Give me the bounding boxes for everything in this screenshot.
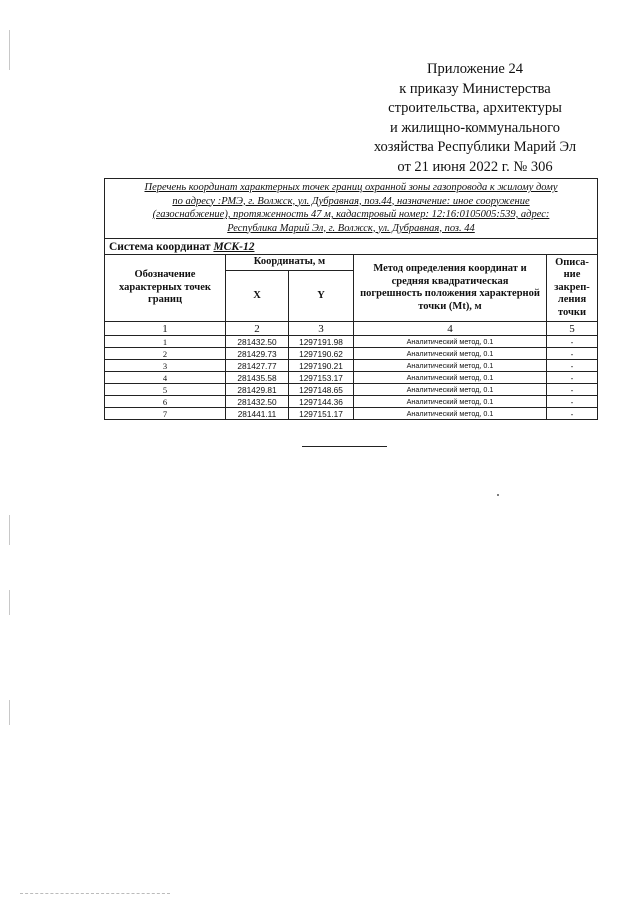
point-number: 6 [105, 396, 226, 408]
description-cell: - [547, 384, 598, 396]
coord-y: 1297191.98 [289, 336, 354, 348]
method-cell: Аналитический метод, 0.1 [354, 348, 547, 360]
table-title-line: по адресу :РМЭ, г. Волжск, ул. Дубравная, поз.44, назначение: иное сооружение [172, 195, 530, 207]
table-row [105, 408, 598, 420]
method-cell: Аналитический метод, 0.1 [354, 384, 547, 396]
header-line: к приказу Министерства [399, 80, 551, 97]
coord-x: 281427.77 [226, 360, 289, 372]
coord-x: 281435.58 [226, 372, 289, 384]
scan-dot [497, 494, 499, 496]
coord-x: 281432.50 [226, 336, 289, 348]
header-line: строительства, архитектуры [388, 100, 562, 116]
coord-x: 281432.50 [226, 396, 289, 408]
coordinates-table [104, 178, 598, 420]
method-cell: Аналитический метод, 0.1 [354, 372, 547, 384]
column-number-row [105, 322, 598, 336]
coord-x: 281441.11 [226, 408, 289, 420]
table-title-line: Перечень координат характерных точек границ охранной зоны газопровода к жилому дому [144, 182, 558, 193]
point-number: 2 [105, 348, 226, 360]
method-cell: Аналитический метод, 0.1 [354, 408, 547, 420]
table-title-line: (газоснабжение), протяженность 47 м, кадастровый номер: 12:16:0105005:539, адрес: [152, 209, 550, 220]
appendix-header [360, 60, 590, 177]
scan-artifact [20, 893, 170, 895]
scan-artifact [9, 30, 10, 70]
coord-y: 1297151.17 [289, 408, 354, 420]
description-header-line: ления [557, 294, 587, 306]
column-number: 4 [354, 322, 547, 336]
description-header-line: Описа- [555, 256, 589, 268]
description-cell: - [547, 372, 598, 384]
column-header-y: Y [289, 271, 354, 322]
column-header-x: X [226, 271, 289, 322]
description-cell: - [547, 336, 598, 348]
coordinate-system-name: МСК-12 [213, 240, 255, 253]
column-number: 1 [105, 322, 226, 336]
table-row [105, 348, 598, 360]
table-title [105, 179, 598, 239]
coord-y: 1297190.21 [289, 360, 354, 372]
table-row [105, 360, 598, 372]
point-number: 5 [105, 384, 226, 396]
header-line: от 21 июня 2022 г. № 306 [397, 158, 553, 175]
scan-artifact [9, 515, 10, 545]
description-header-line: ние [563, 269, 581, 281]
point-number: 3 [105, 360, 226, 372]
table-row [105, 336, 598, 348]
column-number: 5 [547, 322, 598, 336]
column-number: 3 [289, 322, 354, 336]
table-title-line: Республика Марий Эл, г. Волжск, ул. Дубравная, поз. 44 [227, 222, 475, 234]
description-header-line: закреп- [554, 281, 590, 293]
point-number: 7 [105, 408, 226, 420]
table-row [105, 384, 598, 396]
coord-x: 281429.73 [226, 348, 289, 360]
description-cell: - [547, 360, 598, 372]
description-cell: - [547, 408, 598, 420]
coord-y: 1297148.65 [289, 384, 354, 396]
header-line: Приложение 24 [427, 61, 523, 77]
column-header-method: Метод определения координат и средняя квадратическая погрешность положения характерной точки (Mt), м [354, 255, 547, 322]
coord-y: 1297190.62 [289, 348, 354, 360]
method-cell: Аналитический метод, 0.1 [354, 396, 547, 408]
column-header-description [547, 255, 598, 322]
point-number: 1 [105, 336, 226, 348]
description-cell: - [547, 396, 598, 408]
scan-artifact [9, 590, 10, 615]
coord-y: 1297153.17 [289, 372, 354, 384]
column-header-designation: Обозначение характерных точек границ [105, 255, 226, 322]
end-separator-line [302, 446, 387, 447]
coordinate-system-row [105, 239, 598, 255]
method-cell: Аналитический метод, 0.1 [354, 360, 547, 372]
description-header-line: точки [557, 306, 587, 318]
header-line: хозяйства Республики Марий Эл [373, 139, 577, 155]
coord-y: 1297144.36 [289, 396, 354, 408]
column-header-coordinates: Координаты, м [226, 255, 354, 271]
table-row [105, 372, 598, 384]
point-number: 4 [105, 372, 226, 384]
header-line: и жилищно-коммунального [389, 119, 561, 136]
column-number: 2 [226, 322, 289, 336]
coord-x: 281429.81 [226, 384, 289, 396]
scan-artifact [9, 700, 10, 725]
table-row [105, 396, 598, 408]
coordinate-system-label: Система координат [109, 240, 211, 253]
description-cell: - [547, 348, 598, 360]
method-cell: Аналитический метод, 0.1 [354, 336, 547, 348]
